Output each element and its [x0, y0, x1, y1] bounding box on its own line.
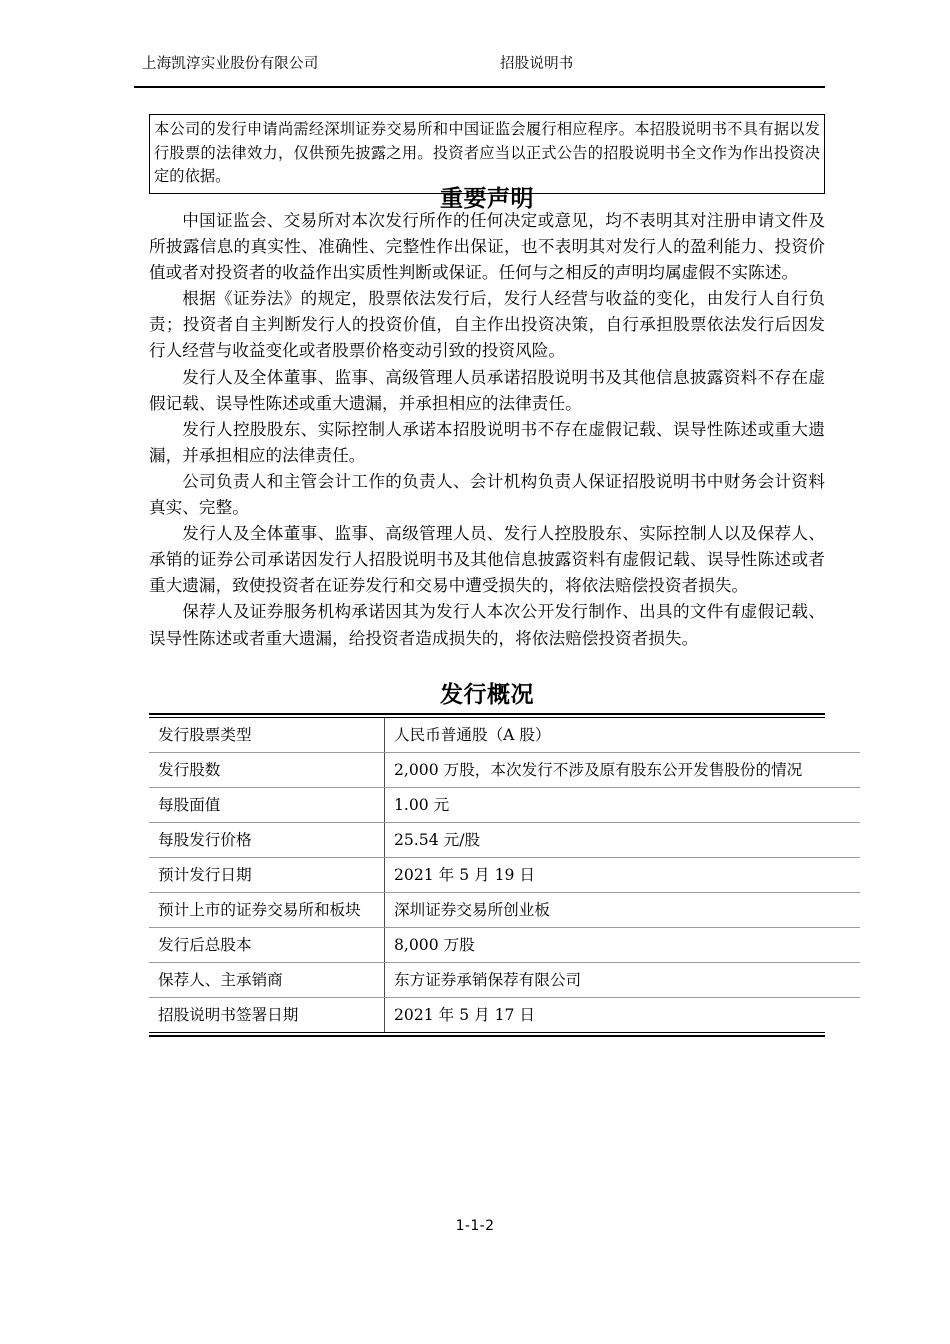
notice-text: 本公司的发行申请尚需经深圳证券交易所和中国证监会履行相应程序。本招股说明书不具有据以发行股票的法律效力，仅供预先披露之用。投资者应当以正式公告的招股说明书全文作为作出投资决定的依据。 [154, 120, 820, 185]
statement-paragraph: 发行人及全体董事、监事、高级管理人员、发行人控股股东、实际控制人以及保荐人、承销的证券公司承诺因发行人招股说明书及其他信息披露资料有虚假记载、误导性陈述或者重大遗漏，致使投资者在证券发行和交易中遭受损失的，将依法赔偿投资者损失。 [149, 524, 825, 596]
page-title-issuance-overview: 发行概况 [440, 682, 534, 708]
row-label: 发行后总股本 [149, 928, 385, 963]
header-document-title: 招股说明书 [500, 56, 574, 72]
row-value: 深圳证券交易所创业板 [385, 893, 861, 928]
row-label: 招股说明书签署日期 [149, 998, 385, 1033]
table-row [149, 963, 860, 998]
running-header [134, 52, 825, 84]
page-title-important-statement: 重要声明 [440, 186, 534, 212]
table-bottom-double-rule [149, 1032, 825, 1037]
row-label: 发行股数 [149, 753, 385, 788]
row-value: 2,000 万股，本次发行不涉及原有股东公开发售股份的情况 [385, 753, 861, 788]
statement-paragraph: 中国证监会、交易所对本次发行所作的任何决定或意见，均不表明其对注册申请文件及所披露信息的真实性、准确性、完整性作出保证，也不表明其对发行人的盈利能力、投资价值或者对投资者的收益作出实质性判断或保证。任何与之相反的声明均属虚假不实陈述。 [149, 211, 825, 283]
header-divider [134, 86, 825, 88]
statement-paragraph: 公司负责人和主管会计工作的负责人、会计机构负责人保证招股说明书中财务会计资料真实、完整。 [149, 471, 825, 518]
issuance-overview-section [149, 713, 825, 1037]
row-value: 2021 年 5 月 17 日 [394, 1006, 536, 1024]
table-row [149, 788, 860, 823]
statement-paragraph: 发行人及全体董事、监事、高级管理人员承诺招股说明书及其他信息披露资料不存在虚假记载、误导性陈述或重大遗漏，并承担相应的法律责任。 [149, 367, 825, 413]
row-label: 预计发行日期 [149, 858, 385, 893]
row-value: 人民币普通股（A 股） [385, 718, 861, 753]
table-row [149, 718, 860, 753]
important-statement-body [149, 208, 825, 652]
header-company-name: 上海凯淳实业股份有限公司 [142, 56, 319, 72]
table-row [149, 753, 860, 788]
row-value: 25.54 元/股 [385, 823, 861, 858]
statement-paragraph: 发行人控股股东、实际控制人承诺本招股说明书不存在虚假记载、误导性陈述或重大遗漏，并承担相应的法律责任。 [149, 419, 825, 465]
table-row [149, 823, 860, 858]
table-row [149, 928, 860, 963]
row-value: 8,000 万股 [385, 928, 861, 963]
row-label: 发行股票类型 [149, 718, 385, 753]
row-value: 东方证券承销保荐有限公司 [385, 963, 861, 998]
statement-paragraph: 根据《证券法》的规定，股票依法发行后，发行人经营与收益的变化，由发行人自行负责；投资者自主判断发行人的投资价值，自主作出投资决策，自行承担股票依法发行后因发行人经营与收益变化或者股票价格变动引致的投资风险。 [149, 289, 825, 361]
table-row [149, 893, 860, 928]
page-number: 1-1-2 [455, 1218, 495, 1234]
row-label: 每股发行价格 [149, 823, 385, 858]
row-value: 2021 年 5 月 19 日 [385, 858, 861, 893]
table-row [149, 998, 860, 1033]
statement-paragraph: 保荐人及证券服务机构承诺因其为发行人本次公开发行制作、出具的文件有虚假记载、误导性陈述或者重大遗漏，给投资者造成损失的，将依法赔偿投资者损失。 [149, 602, 825, 648]
row-label: 预计上市的证券交易所和板块 [149, 893, 385, 928]
row-value: 1.00 元 [385, 788, 861, 823]
issuance-overview-table [149, 718, 860, 1032]
table-row [149, 858, 860, 893]
row-label: 保荐人、主承销商 [149, 963, 385, 998]
row-label: 每股面值 [149, 788, 385, 823]
